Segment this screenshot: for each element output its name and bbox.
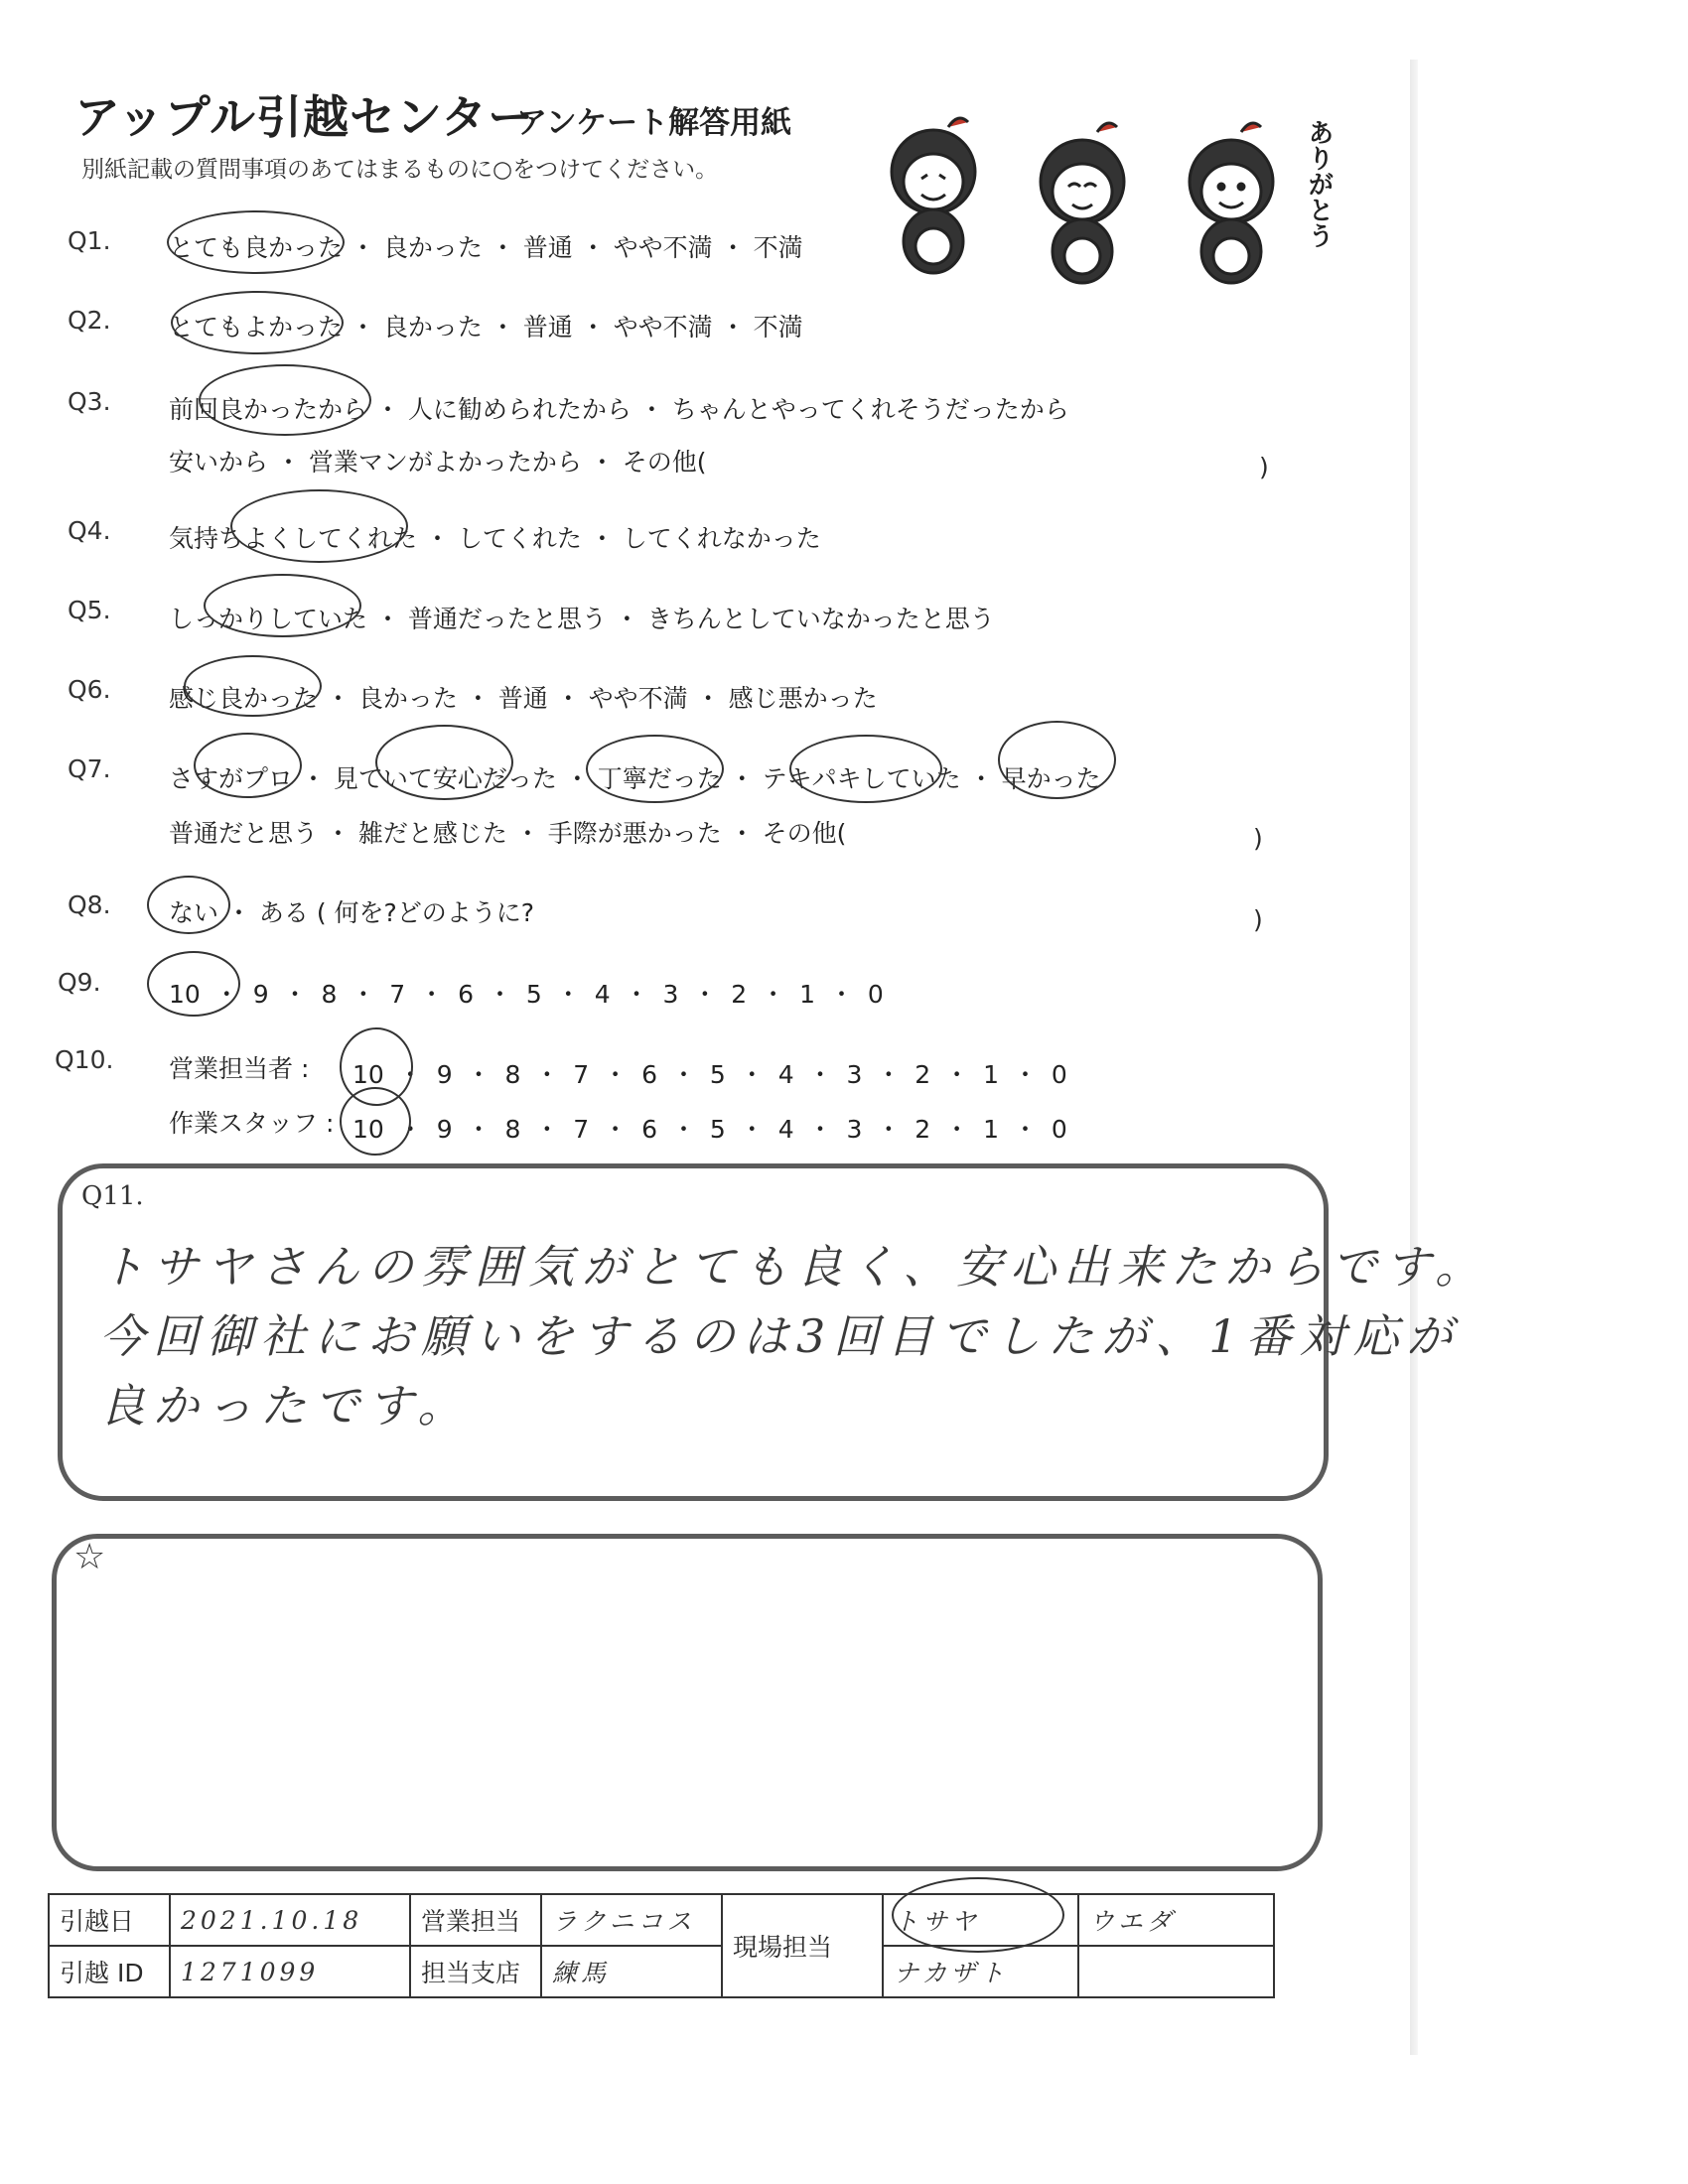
- q1-options: とても良かった ・ 良かった ・ 普通 ・ やや不満 ・ 不満: [169, 233, 803, 262]
- q7-close-paren: ): [1253, 824, 1263, 853]
- monkey-mascot-icon: [892, 118, 975, 273]
- q9-scale: 10 ・ 9 ・ 8 ・ 7 ・ 6 ・ 5 ・ 4 ・ 3 ・ 2 ・ 1 ・ 0: [169, 980, 884, 1009]
- site-staff-2: ウエダ: [1078, 1894, 1274, 1946]
- q2-options: とてもよかった ・ 良かった ・ 普通 ・ やや不満 ・ 不満: [169, 313, 803, 341]
- q9-label: Q9.: [58, 968, 101, 997]
- star-comment-box: [52, 1534, 1323, 1871]
- thanks-text: ありがとう: [1304, 119, 1334, 248]
- sales-rep-label: 営業担当: [410, 1894, 541, 1946]
- move-id-label: 引越 ID: [49, 1946, 170, 1997]
- q7-answer-circle-1: [194, 733, 302, 798]
- q11-label: Q11.: [81, 1181, 144, 1211]
- q8-close-paren: ): [1253, 905, 1263, 934]
- q6-answer-circle: [184, 655, 322, 717]
- star-icon: ☆: [73, 1537, 106, 1577]
- q7-answer-circle-4: [789, 735, 942, 803]
- sales-rep-value: ラクニコス: [541, 1894, 722, 1946]
- q5-options: しっかりしていた ・ 普通だったと思う ・ きちんとしていなかったと思う: [169, 605, 995, 633]
- q7-options-line2: 普通だと思う ・ 雑だと感じた ・ 手際が悪かった ・ その他(: [169, 819, 847, 848]
- q2-answer-circle: [171, 291, 344, 354]
- company-title: アップル引越センター: [74, 90, 535, 144]
- q3-close-paren: ): [1259, 453, 1269, 481]
- site-staff-1: トサヤ: [894, 1907, 981, 1936]
- branch-label: 担当支店: [410, 1946, 541, 1997]
- instruction-text: 別紙記載の質問事項のあてはまるものに○をつけてください。: [81, 157, 719, 183]
- q5-answer-circle: [204, 574, 361, 637]
- q1-answer-circle: [167, 210, 345, 274]
- q3-label: Q3.: [68, 387, 111, 416]
- q8-options: ない ・ ある ( 何を?どのように?: [169, 898, 535, 927]
- q6-label: Q6.: [68, 675, 111, 704]
- q10-sales-label: 営業担当者 :: [169, 1054, 310, 1083]
- q7-label: Q7.: [68, 754, 111, 783]
- q2-label: Q2.: [68, 306, 111, 335]
- q5-label: Q5.: [68, 596, 111, 624]
- q9-answer-circle: [147, 951, 240, 1017]
- q8-label: Q8.: [68, 890, 111, 919]
- site-staff-label: 現場担当: [722, 1894, 883, 1997]
- q7-answer-circle-3: [586, 735, 724, 803]
- q8-answer-circle: [147, 876, 230, 934]
- q10-staff-answer-circle: [340, 1087, 411, 1156]
- q7-options-line1: さすがプロ ・ 見ていて安心だった ・ 丁寧だった ・ テキパキしていた ・ 早かった: [169, 764, 1101, 793]
- q7-answer-circle-5: [998, 721, 1116, 799]
- q11-answer-line-1: トサヤさんの雰囲気がとても良く、安心出来たからです。: [99, 1240, 1488, 1294]
- q10-staff-label: 作業スタッフ :: [169, 1109, 335, 1138]
- q3-options-line2: 安いから ・ 営業マンがよかったから ・ その他(: [169, 448, 707, 477]
- q4-options: 気持ちよくしてくれた ・ してくれた ・ してくれなかった: [169, 524, 821, 553]
- q11-answer-line-2: 今回御社にお願いをするのは3回目でしたが、1番対応が: [99, 1309, 1461, 1363]
- move-info-table: [48, 1893, 1275, 1998]
- q6-options: 感じ良かった ・ 良かった ・ 普通 ・ やや不満 ・ 感じ悪かった: [169, 684, 878, 713]
- site-staff-1-circle: [892, 1877, 1064, 1953]
- q3-options-line1: 前回良かったから ・ 人に勧められたから ・ ちゃんとやってくれそうだったから: [169, 395, 1069, 424]
- site-staff-1-cell: [883, 1894, 1078, 1946]
- move-id-value: 1271099: [170, 1946, 410, 1997]
- paper-edge: [1410, 60, 1418, 2055]
- q1-label: Q1.: [68, 226, 111, 255]
- monkey-mascots-illustration: [874, 107, 1331, 286]
- site-staff-empty-cell: [1078, 1946, 1274, 1997]
- q10-sales-scale: 10 ・ 9 ・ 8 ・ 7 ・ 6 ・ 5 ・ 4 ・ 3 ・ 2 ・ 1 ・ 0: [352, 1060, 1067, 1089]
- q4-answer-circle: [230, 489, 408, 563]
- move-date-value: 2021.10.18: [170, 1894, 410, 1946]
- q10-label: Q10.: [55, 1045, 114, 1074]
- q4-label: Q4.: [68, 516, 111, 545]
- branch-value: 練馬: [541, 1946, 722, 1997]
- monkey-mascot-icon: [1041, 123, 1124, 283]
- move-date-label: 引越日: [49, 1894, 170, 1946]
- form-title: アンケート解答用紙: [516, 105, 792, 141]
- monkey-mascot-icon: [1190, 123, 1273, 283]
- q7-answer-circle-2: [375, 725, 513, 800]
- q10-staff-scale: 10 ・ 9 ・ 8 ・ 7 ・ 6 ・ 5 ・ 4 ・ 3 ・ 2 ・ 1 ・ 0: [352, 1115, 1067, 1144]
- site-staff-3: ナカザト: [883, 1946, 1078, 1997]
- q3-answer-circle: [199, 364, 371, 436]
- q11-answer-line-3: 良かったです。: [99, 1379, 472, 1433]
